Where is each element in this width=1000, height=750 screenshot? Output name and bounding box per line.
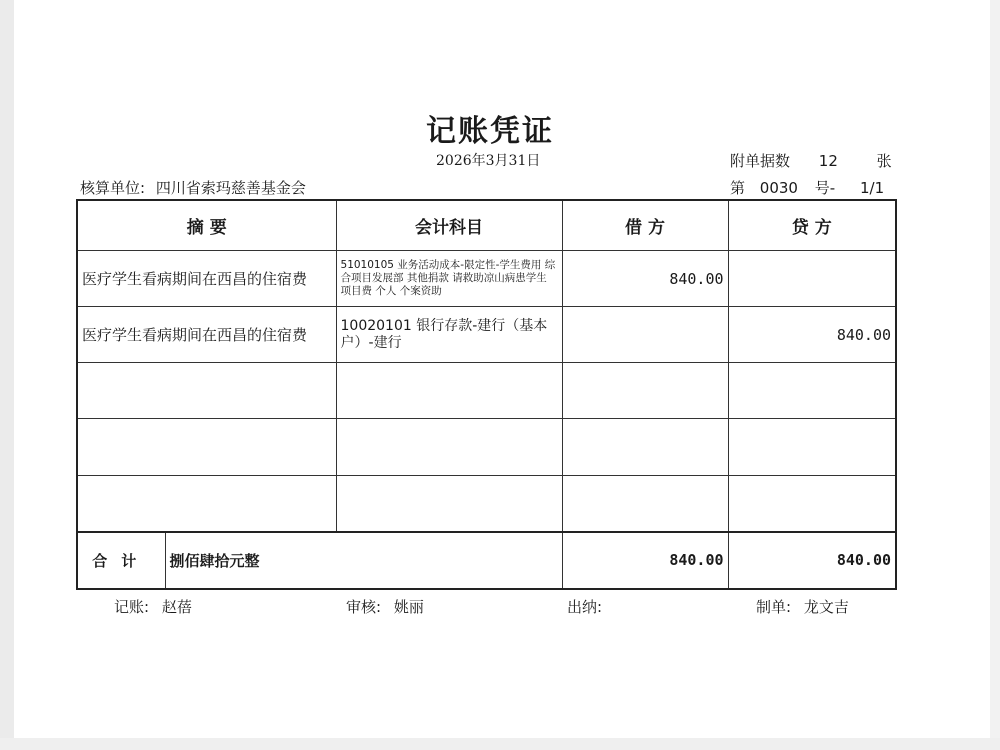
row-credit [728,251,896,307]
bookkeeper-signature [114,596,192,617]
header-account: 会计科目 [336,200,562,251]
row-account [336,419,562,475]
table-row [77,419,896,475]
attachment-count [730,150,892,171]
preparer-name: 龙文吉 [803,598,849,616]
total-label: 合计 [77,532,165,589]
scan-border-right [990,0,1000,750]
total-credit: 840.00 [728,532,896,589]
row-account: 10020101 银行存款-建行（基本户）-建行 [336,307,562,363]
total-row [77,532,896,589]
row-summary [77,419,336,475]
total-debit: 840.00 [562,532,728,589]
row-debit [562,307,728,363]
row-credit [728,475,896,532]
row-summary: 医疗学生看病期间在西昌的住宿费 [77,251,336,307]
voucher-no-value: 0030 [759,179,798,197]
cashier-label: 出纳: [567,598,603,616]
table-header-row [77,200,896,251]
row-account [336,363,562,419]
header-credit: 贷 方 [728,200,896,251]
row-summary: 医疗学生看病期间在西昌的住宿费 [77,307,336,363]
row-debit: 840.00 [562,251,728,307]
row-credit [728,419,896,475]
voucher-page: 1/1 [859,179,885,197]
reviewer-name: 姚丽 [393,598,424,616]
unit-label: 核算单位: [80,179,146,197]
table-row [77,363,896,419]
bookkeeper-name: 赵蓓 [161,598,192,616]
row-account [336,475,562,532]
row-account: 51010105 业务活动成本-限定性-学生费用 综合项目发展部 其他捐款 请救助凉山病患学生 项目费 个人 个案资助 [336,251,562,307]
cashier-signature [567,596,610,617]
reviewer-signature [346,596,424,617]
reviewer-label: 审核: [346,598,382,616]
table-row [77,475,896,532]
row-credit [728,363,896,419]
table-row [77,251,896,307]
row-credit: 840.00 [728,307,896,363]
voucher-no-prefix: 第 [730,179,746,197]
row-debit [562,419,728,475]
row-summary [77,475,336,532]
bookkeeper-label: 记账: [114,598,150,616]
accounting-unit [80,177,306,198]
voucher-date: 2026年3月31日 [436,153,541,169]
preparer-label: 制单: [756,598,792,616]
preparer-signature [756,596,849,617]
row-debit [562,363,728,419]
scan-border-bottom [0,738,1000,750]
row-debit [562,475,728,532]
voucher-title: 记账凭证 [426,114,554,149]
attachment-unit: 张 [876,152,892,170]
header-debit: 借 方 [562,200,728,251]
voucher-table [76,199,897,590]
total-amount-words: 捌佰肆拾元整 [165,532,562,589]
unit-name: 四川省索玛慈善基金会 [155,179,306,197]
table-row [77,307,896,363]
row-summary [77,363,336,419]
voucher-no-suffix: 号- [814,179,836,197]
header-summary: 摘 要 [77,200,336,251]
attachment-label: 附单据数 [730,152,791,170]
attachment-number: 12 [818,152,838,170]
voucher-number [730,177,884,198]
